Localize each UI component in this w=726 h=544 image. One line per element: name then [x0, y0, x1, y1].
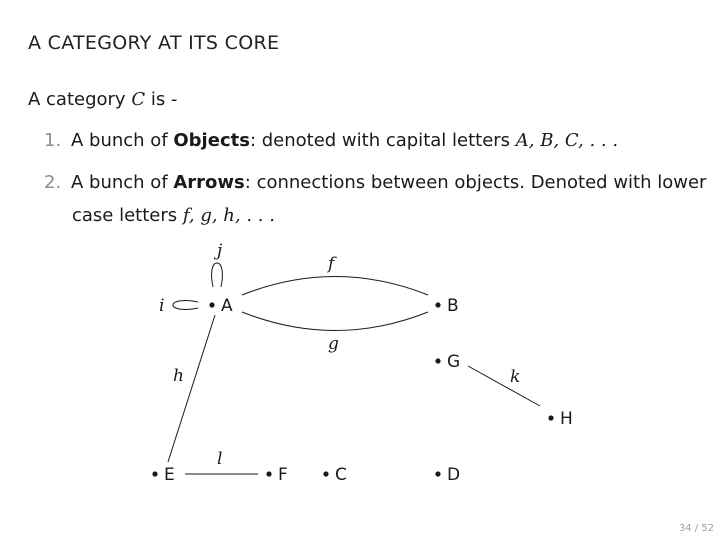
object-dot-b [435, 302, 440, 307]
list-number: 1. [44, 130, 62, 151]
object-label-h: H [560, 409, 573, 429]
arrow-h-line [168, 315, 215, 462]
page-number: 34 / 52 [678, 523, 714, 534]
object-label-c: C [335, 465, 347, 485]
item-math: A, B, C, . . . [515, 130, 619, 151]
object-label-b: B [447, 296, 459, 316]
object-label-e: E [164, 465, 175, 485]
arrow-label-l: l [217, 449, 223, 469]
arrow-f-line [242, 277, 428, 296]
arrow-label-f: f [328, 254, 335, 274]
arrow-j-loop [212, 263, 223, 287]
object-dot-e [152, 471, 157, 476]
object-label-g: G [447, 352, 461, 372]
arrow-label-i: i [159, 296, 165, 316]
object-label-f: F [278, 465, 288, 485]
item-prefix: A bunch of [71, 172, 174, 193]
arrow-g-line [242, 312, 428, 331]
arrow-i-loop [173, 301, 198, 310]
item-math: f, g, h, . . . [182, 205, 275, 226]
arrow-label-j: j [217, 241, 223, 261]
slide-title: A CATEGORY AT ITS CORE [28, 32, 280, 54]
list-number: 2. [44, 172, 62, 193]
arrow-label-k: k [510, 367, 521, 387]
item-text: : connections between objects. Denoted with lower [244, 172, 707, 193]
object-label-d: D [447, 465, 461, 485]
item-bold-term: Arrows [173, 172, 245, 193]
item-bold-term: Objects [173, 130, 250, 151]
arrow-label-h: h [173, 366, 184, 386]
arrow-label-g: g [328, 334, 339, 354]
intro-prefix: A category [28, 89, 132, 110]
object-dot-h [548, 415, 553, 420]
category-symbol: C [131, 89, 146, 110]
object-dot-c [323, 471, 328, 476]
object-dot-f [266, 471, 271, 476]
arrow-k-line [468, 366, 540, 406]
object-label-a: A [221, 296, 233, 316]
object-dot-d [435, 471, 440, 476]
item-prefix: A bunch of [71, 130, 174, 151]
item-continuation: case letters [72, 205, 183, 226]
intro-suffix: is - [145, 89, 178, 110]
object-dot-a [209, 302, 214, 307]
item-text: : denoted with capital letters [249, 130, 516, 151]
object-dot-g [435, 358, 440, 363]
